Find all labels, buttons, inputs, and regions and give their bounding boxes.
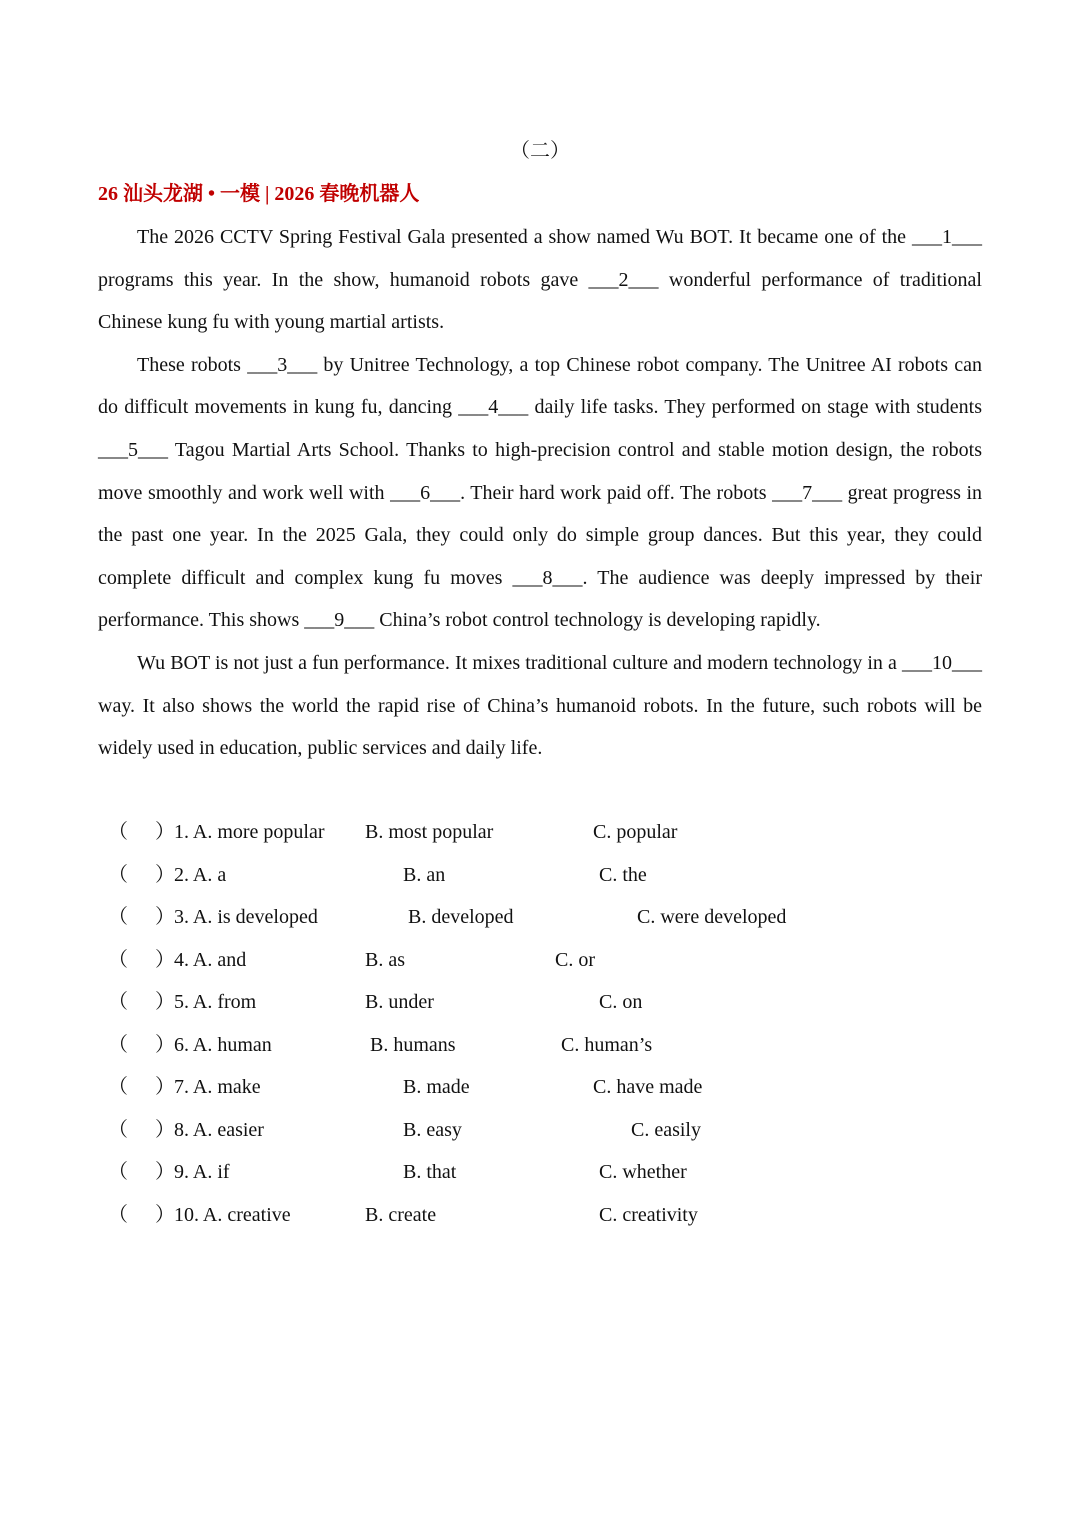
option-c: C. on <box>599 991 643 1013</box>
option-a: 4. A. and <box>174 948 247 971</box>
answer-paren-close: ） <box>155 863 175 886</box>
passage-paragraph-2 <box>98 344 982 642</box>
answer-paren-open: （ <box>108 1118 128 1141</box>
answer-paren-open: （ <box>108 991 128 1013</box>
blank-7: ___7___ <box>772 481 843 504</box>
blank-10: ___10___ <box>902 651 982 674</box>
passage-paragraph-3 <box>98 642 982 770</box>
blank-8: ___8___ <box>512 566 583 589</box>
option-c: C. popular <box>593 821 678 843</box>
blank-6: ___6___ <box>390 481 461 504</box>
option-a: 10. A. creative <box>174 1203 291 1226</box>
answer-paren-close: ） <box>155 821 175 843</box>
option-a: 8. A. easier <box>174 1118 264 1141</box>
option-a: 7. A. make <box>174 1076 261 1098</box>
blank-1: ___1___ <box>912 226 982 248</box>
answer-paren-close: ） <box>155 1161 175 1183</box>
option-row <box>98 811 982 854</box>
option-b: B. as <box>365 948 405 971</box>
passage-text: . Their hard work paid off. The robots <box>460 481 773 504</box>
option-a: 6. A. human <box>174 1033 272 1056</box>
answer-paren-close: ） <box>155 1076 175 1098</box>
blank-4: ___4___ <box>458 396 529 419</box>
option-c: C. were developed <box>637 906 787 928</box>
option-c: C. the <box>599 863 647 886</box>
option-row <box>98 1066 982 1109</box>
option-b: B. made <box>403 1076 470 1098</box>
passage-text: China’s robot control technology is developing rapidly. <box>374 609 821 632</box>
option-c: C. easily <box>631 1118 701 1141</box>
option-row <box>98 854 982 897</box>
blank-9: ___9___ <box>304 609 375 632</box>
option-a: 1. A. more popular <box>174 821 325 843</box>
cloze-passage <box>98 216 982 770</box>
exercise-heading: 26 汕头龙湖 • 一模 | 2026 春晚机器人 <box>98 183 420 205</box>
option-a: 2. A. a <box>174 863 227 886</box>
option-row <box>98 981 982 1024</box>
option-c: C. creativity <box>599 1203 698 1226</box>
answer-paren-close: ） <box>155 1203 175 1226</box>
section-number: （二） <box>510 140 570 162</box>
passage-paragraph-1 <box>98 216 982 344</box>
answer-paren-open: （ <box>108 1076 128 1098</box>
option-row <box>98 1194 982 1237</box>
passage-text: wonderful performance of traditional Chinese kung fu with young martial artists. <box>98 268 982 334</box>
blank-3: ___3___ <box>247 353 318 376</box>
option-c: C. have made <box>593 1076 703 1098</box>
blank-2: ___2___ <box>588 268 659 291</box>
option-c: C. whether <box>599 1161 687 1183</box>
option-a: 3. A. is developed <box>174 906 318 928</box>
answer-options <box>98 811 982 1236</box>
passage-text: These robots <box>137 353 248 376</box>
option-b: B. under <box>365 991 434 1013</box>
passage-text: programs this year. In the show, humanoid robots gave <box>98 268 589 291</box>
answer-paren-close: ） <box>155 991 175 1013</box>
passage-text: great progress in the past one year. In the 2025 Gala, they could only do simple group dances. But this year, they could complete difficult and complex kung fu moves <box>98 481 982 589</box>
answer-paren-open: （ <box>108 906 128 928</box>
passage-text: daily life tasks. They performed on stage with students <box>528 396 983 419</box>
answer-paren-open: （ <box>108 1161 128 1183</box>
answer-paren-open: （ <box>108 1033 128 1056</box>
answer-paren-close: ） <box>155 906 175 928</box>
option-c: C. or <box>555 948 595 971</box>
option-row <box>98 1109 982 1152</box>
passage-text: way. It also shows the world the rapid rise of China’s humanoid robots. In the future, such robots will be widely used in education, public services and daily life. <box>98 694 982 760</box>
option-b: B. easy <box>403 1118 462 1141</box>
option-a: 9. A. if <box>174 1161 230 1183</box>
passage-text: Tagou Martial Arts School. Thanks to high-precision control and stable motion design, the robots move smoothly and work well with <box>98 438 982 504</box>
option-b: B. that <box>403 1161 457 1183</box>
answer-paren-open: （ <box>108 863 128 886</box>
option-row <box>98 1151 982 1194</box>
option-row <box>98 1024 982 1067</box>
option-row <box>98 896 982 939</box>
answer-paren-close: ） <box>155 1033 175 1056</box>
option-b: B. humans <box>370 1033 456 1056</box>
option-row <box>98 939 982 982</box>
option-a: 5. A. from <box>174 991 257 1013</box>
option-b: B. most popular <box>365 821 494 843</box>
passage-text: Wu BOT is not just a fun performance. It mixes traditional culture and modern technology in a <box>137 651 902 674</box>
answer-paren-close: ） <box>155 948 175 971</box>
answer-paren-close: ） <box>155 1118 175 1141</box>
option-b: B. developed <box>408 906 514 928</box>
answer-paren-open: （ <box>108 948 128 971</box>
passage-text: . The audience was deeply impressed by their performance. This shows <box>98 566 982 632</box>
passage-text: The 2026 CCTV Spring Festival Gala presented a show named Wu BOT. It became one of the <box>137 226 912 248</box>
option-c: C. human’s <box>561 1033 653 1056</box>
passage-text: by Unitree Technology, a top Chinese robot company. The Unitree AI robots can do difficult movements in kung fu, dancing <box>98 353 982 419</box>
answer-paren-open: （ <box>108 821 128 843</box>
answer-paren-open: （ <box>108 1203 128 1226</box>
option-b: B. create <box>365 1203 437 1226</box>
blank-5: ___5___ <box>98 438 168 461</box>
option-b: B. an <box>403 863 446 886</box>
